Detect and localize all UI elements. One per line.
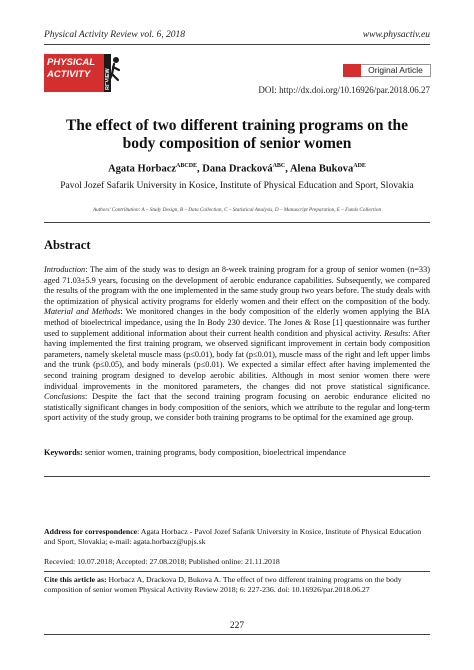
logo-line3: REVIEW <box>105 68 111 90</box>
logo-line2: ACTIVITY <box>47 69 91 80</box>
publication-dates: Recevied: 10.07.2018; Accepted: 27.08.2018; Published online: 21.11.2018 <box>44 557 280 566</box>
keywords-text: senior women, training programs, body composition, bioelectrical impendance <box>82 448 347 457</box>
author-name: Agata Horbacz <box>108 163 177 175</box>
correspondence-text: : Agata Horbacz - Pavol Jozef Safarik University in Kosice, Institute of Physical Education and Sport, Slovakia; e-mail: agata.horbacz@upjs.sk <box>44 527 422 547</box>
article-title: The effect of two different training programs on the body composition of senior women <box>65 117 409 152</box>
article-type-badge <box>343 63 431 78</box>
citation <box>44 575 430 595</box>
abstract-intro-label: Introduction <box>44 265 86 274</box>
abstract-heading: Abstract <box>44 238 91 252</box>
journal-logo <box>44 54 122 92</box>
section-rule <box>44 222 430 223</box>
keywords-label: Keywords: <box>44 448 83 457</box>
author-contrib: ADE <box>353 163 366 169</box>
keywords-rule <box>44 476 430 477</box>
abstract-results-text: : After having implemented the first training program, we observed significant improvement in certain body composition parameters, namely skeletal muscle mass (p≤0.01), body fat (p≤0.01), muscle mass of the right and left upper limbs and the trunk (p≤0.05), and body minerals (p≤0.01). We expected a similar effect after having implemented the second training program designed to develop aerobic abilities. Although in most senior women there were individual improvements in the monitored parameters, the changes did not prove statistical significance. <box>44 328 430 391</box>
abstract-results-label: Results <box>384 328 409 338</box>
logo-line1: PHYSICAL <box>47 57 96 68</box>
abstract-body <box>44 265 430 424</box>
keywords <box>44 448 430 459</box>
affiliation: Pavol Jozef Safarik University in Kosice, Institute of Physical Education and Sport, Slovakia <box>60 181 414 191</box>
abstract-methods-text: : We monitored changes in the body composition of the elderly women applying the BIA method of bioelectrical impedance, using the In Body 230 device. The Jones & Rose [1] questionnaire was further used to supplement additional information about their current health condition and physical activity. <box>44 307 430 338</box>
correspondence-label: Address for correspondence <box>44 527 138 536</box>
author-list <box>44 163 430 175</box>
footer-rule <box>44 634 430 635</box>
abstract-conclusions-text: : Despite the fact that the second training program focusing on aerobic endurance elicited no statistically significant changes in body composition of the seniors, which we attribute to the regular and long-term sport activity of the study group, we consider both training programs to be optimal for the examined age group. <box>44 392 430 423</box>
author-separator: , <box>197 163 203 175</box>
correspondence <box>44 527 430 547</box>
author-name: Dana Dracková <box>202 163 273 175</box>
badge-accent <box>343 64 361 77</box>
citation-text: Horbacz A, Drackova D, Bukova A. The effect of two different training programs on the body composition of senior women Physical Activity Review 2018; 6: 227-236. doi: 10.16926/par.2018.06.27 <box>44 575 402 595</box>
author-name: Alena Bukova <box>289 163 354 175</box>
author-contrib: ABC <box>272 163 286 169</box>
abstract-methods-label: Material and Methods <box>44 307 121 317</box>
abstract-intro-text: : The aim of the study was to design an 8-week training program for a group of senior women (n=33) aged 71.03±5.9 years, focusing on the development of aerobic endurance capabilities. Subsequently, we compared the results of the program with the one implemented in the same study group two years before. The study deals with the optimization of physical activity programs for elderly women and their effect on the composition of the body. <box>44 265 430 306</box>
header-rule <box>44 44 430 45</box>
abstract-conclusions-label: Conclusions <box>44 392 86 402</box>
running-header-journal: Physical Activity Review vol. 6, 2018 <box>44 30 185 40</box>
article-type-label: Original Article <box>361 64 431 77</box>
author-contrib: ABCDE <box>176 163 198 169</box>
doi-link[interactable]: DOI: http://dx.doi.org/10.16926/par.2018.06.27 <box>258 85 430 95</box>
dates-rule <box>44 571 430 572</box>
citation-label: Cite this article as: <box>44 575 107 584</box>
author-contributions: Authors' Contribution: A – Study Design, B – Data Collection, C – Statistical Analysis, D – Manuscript Preparation, E – Funds Collection <box>92 207 382 213</box>
author-separator: , <box>285 163 290 175</box>
running-header-website[interactable]: www.physactiv.eu <box>362 30 430 40</box>
page-number: 227 <box>229 621 245 631</box>
